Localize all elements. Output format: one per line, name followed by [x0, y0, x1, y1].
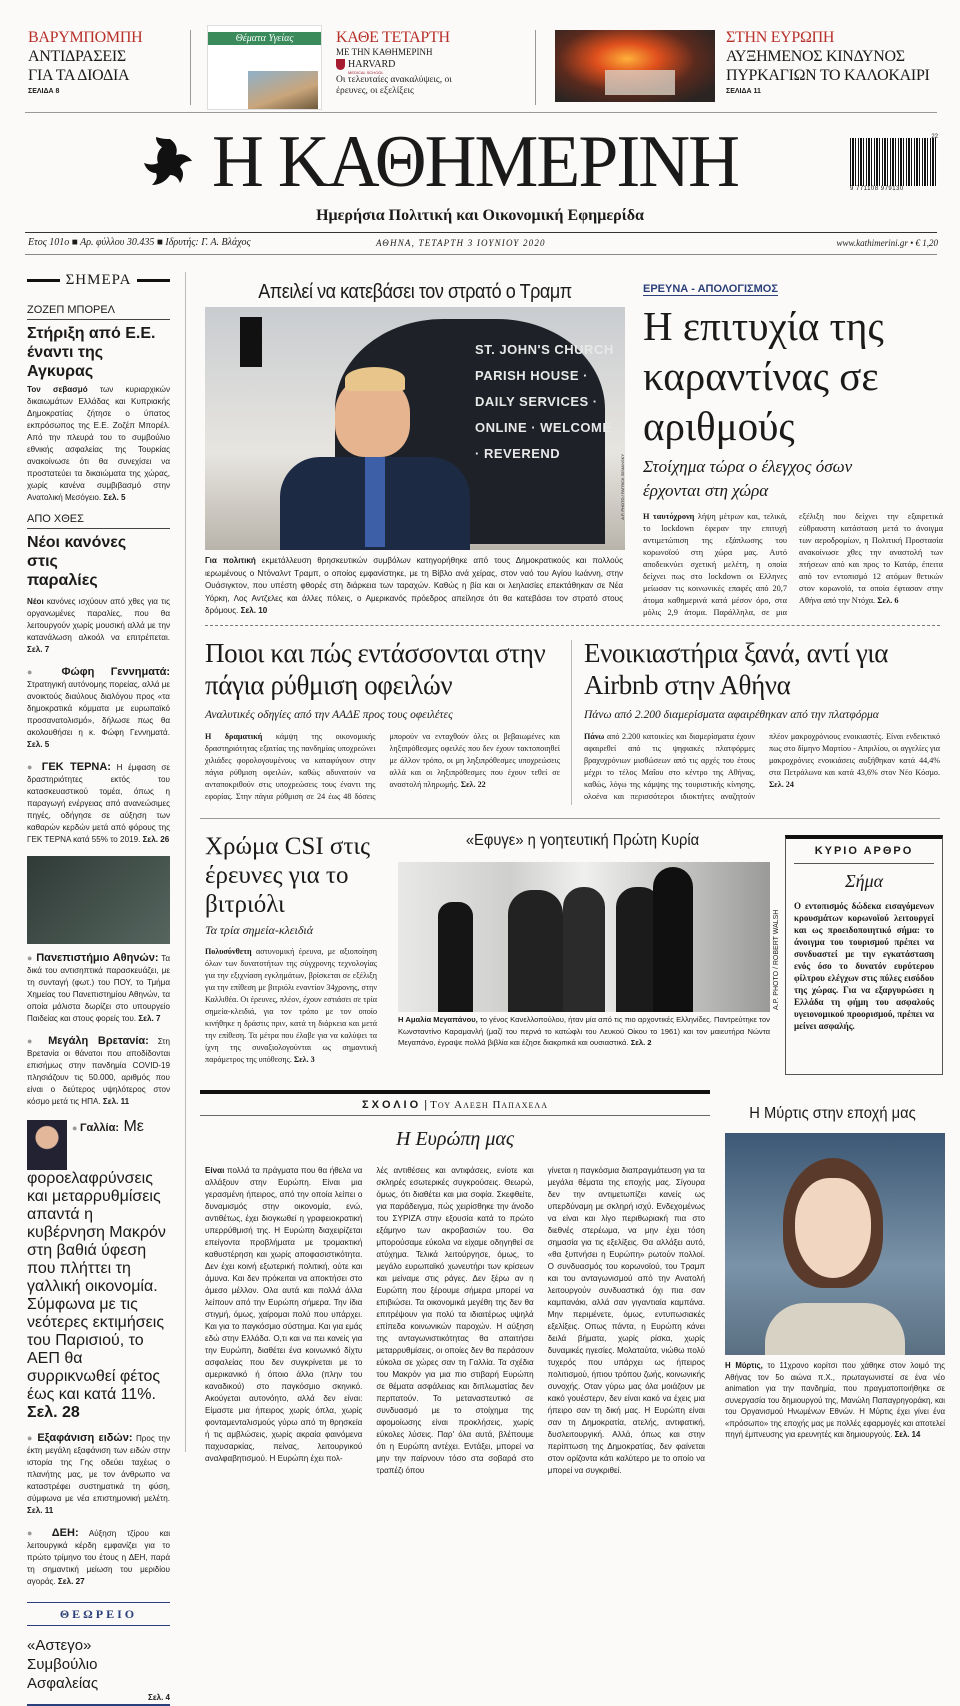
- airbnb-subtitle: Πάνω από 2.200 διαμερίσματα αφαιρέθηκαν από την πλατφόρμα: [584, 709, 879, 721]
- comment-column-text: πολλά τα πράγματα που θα ήθελα να αλλάξουν στην Ευρώπη. Είναι μια γερασμένη ήπειρος, από την οποία λείπει ο δυναμισμός στην οικονομία, ενώ, αντιθέτως, έχει διογκωθεί η γραφειοκρατική υπερρύθμισή της. Η Ευρώπη διαχειρίζεται επείγοντα προβλήματα με τρομακτική καθυστέρηση και χωρίς αποφασιστικότητα. Δεν έχει κοινή εξωτερική πολιτική, ούτε και άμυνα. Και δεν πρόκειται να αποκτήσει στο άμεσο μέλλον. Ολα αυτά και πολλά άλλα λείπουν από την Ευρώπη σήμερα. Την ίδια στιγμή, όμως, χαίρομαι πολύ που υπάρχει. Και για το παγκόσμιο σύστημα. Και για εμάς εδώ στην Ελλάδα. Ο,τι και να πει κανείς για την Ευρώπη, διαθέτει ένα κοινωνικό δίχτυ ασφαλείας που δεν συγκρίνεται με το αμερικανικό ή όποιο άλλο (πλην του καναδικού) στο παγκόσμιο σκηνικό. Ακούγεται αυτονόητο, αλλά δεν είναι: Είμαστε μια ήπειρος χωρίς όπλα, χωρίς φονταμενταλισμούς γύρω από τη θρησκεία ή τις αμβλώσεις, χωρίς ακραία φαινόμενα παχυσαρκίας, πείνας, λειτουργικού αναλφαβητισμού. Η Ευρώπη έχει πολ-: [205, 1166, 363, 1463]
- story-title: Στήριξη από Ε.Ε. έναντι της Αγκυρας: [27, 325, 156, 380]
- story-text: από 2.200 κατοικίες και διαμερίσματα έχουν αφαιρεθεί από τις ψηφιακές πλατφόρμες βραχυχρόνιων μισθώσεων από τις αρχές του έτους μέχρι το τέλος Μαΐου στο κέντρο της Αθήνας, καθώς, λόγω της κάμψης της τουριστικής κίνησης, ολοένα και περισσότεροι ιδιοκτήτες αναζητούν πλέον μακροχρόνιους ενοικιαστές. Είναι ενδεικτικό πως στο δίμηνο Μαρτίου - Απριλίου, οι αγγελίες για μακροχρόνιες ενοικιάσεις αυξήθηκαν κατά 44,4% στα Πετράλωνα και κατά 43,6% στον Νέο Κόσμο.: [584, 732, 940, 801]
- white-house-photo: [398, 862, 770, 1012]
- caption-text: το 11χρονο κορίτσι που χάθηκε στον λοιμό της Αθήνας τον 5ο αιώνα π.Χ., πρωταγωνιστεί σε ένα νέο animation για την πανδημία, που πραγματοποιήθηκε σε συνεργασία του δημιουργού της, Μανώλη Παπαγρηγοράκη, και του Οργανισμού Ηνωμένων Εθνών. Η Μύρτις έχει γίνει ένα «πρόσωπο» της εποχής μας με πολλές εφαρμογές και αποτελεί πηγή έμπνευσης για ερευνητές και δημιουργούς.: [725, 1361, 945, 1439]
- issue-number: 22: [931, 134, 938, 140]
- story-lead: Η ταυτόχρονη: [643, 512, 695, 521]
- teaser-1[interactable]: [28, 28, 193, 95]
- brief-title: ΓΕΚ ΤΕΡΝΑ:: [41, 761, 111, 773]
- trump-caption: [205, 555, 623, 618]
- caption-text: εκμετάλλευση θρησκευτικών συμβόλων κατηγορήθηκε από τους Δημοκρατικούς και πολλούς ιερωμένους ο Ντόναλντ Τραμπ, ο οποίος εμφανίστηκε, με τη Βίβλο ανά χείρας, στον ναό του Αγίου Ιωάννη, στην Ουάσιγκτον, που υπέστη φθορές στη διάρκεια των ταραχών. Καθώς η βία και οι λεηλασίες επεκτάθηκαν σε Νέα Υόρκη, Λος Αντζελες και άλλες πόλεις, ο Αμερικανός πρόεδρος απείλησε ότι θα κατεβάσει τον στρατό στους δρόμους.: [205, 556, 623, 615]
- comment-header: ΣΧΟΛΙΟ | Του Αλεξη Παπαχελα: [362, 1099, 548, 1111]
- story-text: λήψη μέτρων και, τελικά, το lockdown έφεραν την επιτυχή αντιμετώπιση της εξάπλωσης του κορωνοϊού στη χώρα μας. Αυτό αποδεικνύει σχετική μελέτη, η οποία δείχνει πως στο lockdown οι Ελληνες μείωσαν τις κοινωνικές επαφές από 20,7 άτομα καθημερινά κατά μέσον όρο, στα μόλις 2,9 άτομα. Παράλληλα, σε μια εξέλιξη που δείχνει την εξαιρετικά εύθραυστη κατάσταση μετά το άνοιγμα των αεροδρομίων, η Πολιτική Προστασία ανακοίνωσε χθες την αναστολή των πτήσεων από και προς το Κατάρ, έπειτα από τον εντοπισμό 12 ατόμων θετικών στον κορωνοϊό, τα οποία έφτασαν στην Αθήνα από την Ντόχα.: [643, 512, 943, 617]
- brief-item[interactable]: [27, 1527, 170, 1588]
- barcode: [850, 134, 938, 198]
- first-lady-headline[interactable]: «Εφυγε» η γοητευτική Πρώτη Κυρία: [465, 832, 700, 849]
- brief-item[interactable]: [27, 761, 170, 846]
- bullet-icon: ●: [27, 953, 37, 963]
- brief-item[interactable]: [27, 1432, 170, 1517]
- brief-title: Φώφη Γεννηματά:: [61, 666, 171, 678]
- story-lead: Πάνω: [584, 732, 605, 741]
- dateline-right: www.kathimerini.gr • € 1,20: [836, 238, 938, 248]
- page-ref: Σελ. 6: [877, 596, 899, 605]
- brief-text: Τα δικά του αντισηπτικά παρασκευάζει, με τη συνταγή (φωτ.) του ΠΟΥ, το Τμήμα Χημείας του Πανεπιστημίου Αθηνών, τα οποία μάλιστα δωρίζει στο υπουργείο Παιδείας και στους φορείς του.: [27, 954, 170, 1023]
- teaser-text: Οι τελευταίες ανακαλύψεις, οι έρευνες, οι εξελίξεις: [336, 75, 452, 96]
- caption-lead: Η Αμαλία Μεγαπάνου,: [398, 1015, 478, 1024]
- dateline-date: ΑΘΗΝΑ, ΤΕΤΑΡΤΗ 3 ΙΟΥΝΙΟΥ 2020: [376, 238, 546, 248]
- page-ref: Σελ. 4: [27, 1693, 170, 1706]
- bullet-icon: ●: [72, 1123, 80, 1133]
- lead-title: Η επιτυχία της καραντίνας σε αριθμούς: [643, 303, 884, 449]
- caption-lead: Η Μύρτις,: [725, 1361, 763, 1370]
- magazine-title: Θέματα Υγείας: [208, 32, 321, 45]
- church-sign-text: ST. JOHN'S CHURCH PARISH HOUSE · DAILY SERVICES · ONLINE · WELCOME · REVEREND: [475, 342, 614, 461]
- lead-story[interactable]: [643, 279, 943, 619]
- teaser-kicker: ΣΤΗΝ ΕΥΡΩΠΗ: [726, 29, 835, 46]
- sidebar-title: ΣΗΜΕΡΑ: [65, 272, 132, 288]
- page-ref: Σελ. 5: [27, 740, 50, 749]
- theoreio-label: ΘΕΩΡΕΙΟ: [59, 1607, 138, 1621]
- wildfire-photo: [555, 30, 715, 102]
- airbnb-story[interactable]: [584, 637, 940, 803]
- teaser-2[interactable]: [336, 28, 536, 97]
- lead-kicker: ΕΡΕΥΝΑ - ΑΠΟΛΟΓΙΣΜΟΣ: [643, 283, 778, 295]
- story-lead: Τον σεβασμό: [27, 385, 88, 394]
- page-ref: Σελ. 24: [769, 780, 794, 789]
- brief-title: Πανεπιστήμιο Αθηνών:: [36, 952, 159, 964]
- page-ref: Σελ. 11: [102, 1097, 130, 1106]
- page-ref: Σελ. 7: [27, 645, 50, 654]
- story-text: αστυνομική έρευνα, με αξιοποίηση όλων των δυνατοτήτων της σύγχρονης τεχνολογίας για την εξιχνίαση εγκλημάτων, βρίσκεται σε εξέλιξη για την επίθεση με βιτριόλι εναντίον 34χρονης, στην Καλλιθέα. Οι έρευνες, πλέον, έχουν εστιάσει σε τρία σημεία-κλειδιά, για τον τρόπο με τον οποίο κινήθηκε η δράστις πριν, κατά τη διάρκεια και μετά την επίθεση. Τα μέτρα που έλαβε για να καλύψει τα ίχνη της συναξιολογούνται ως σημαντική παράμετρος της υπόθεσης.: [205, 947, 377, 1064]
- teaser-sub: ΜΕ ΤΗΝ ΚΑΘΗΜΕΡΙΝΗ: [336, 47, 433, 57]
- csi-subtitle: Τα τρία σημεία-κλειδιά: [205, 923, 314, 937]
- caption-text: το γένος Κανελλοπούλου, ήταν μία από τις πιο αρχοντικές Ελληνίδες. Παντρεύτηκε τον Κωνσταντίνο Καραμανλή (μαζί του περνά το κατώφλι του Λευκού Οίκου το 1961) και τον μαιευτήρα Νώντα Μεγαπάνο, έγραψε πολλά βιβλία και έζησε διακριτικά και ουσιαστικά.: [398, 1015, 770, 1047]
- page-ref: Σελ. 28: [27, 1404, 80, 1421]
- photo-credit: A.P. PHOTO / PATRICK SEMANSKY: [620, 454, 625, 520]
- brief-item[interactable]: [27, 856, 170, 1025]
- comment-label: ΣΧΟΛΙΟ: [362, 1099, 422, 1111]
- teaser-3[interactable]: [726, 28, 946, 95]
- page-ref: Σελ. 2: [630, 1038, 652, 1047]
- comment-lead: Είναι: [205, 1166, 225, 1175]
- bullet-icon: ●: [27, 1528, 52, 1538]
- page-ref: Σελ. 10: [240, 606, 268, 615]
- editorial-box[interactable]: [785, 835, 943, 1075]
- debts-subtitle: Αναλυτικές οδηγίες από την ΑΑΔΕ προς τους οφειλέτες: [205, 709, 453, 721]
- story-lead: Η δραματική: [205, 732, 263, 741]
- page-ref: Σελ. 3: [293, 1055, 315, 1064]
- teaser-kicker: ΚΑΘΕ ΤΕΤΑΡΤΗ: [336, 29, 450, 46]
- story-title: Νέοι κανόνες στις παραλίες: [27, 534, 127, 589]
- trump-photo: [205, 307, 625, 550]
- page-ref: Σελ. 5: [103, 493, 126, 502]
- page-ref: Σελ. 27: [57, 1577, 85, 1586]
- griffin-logo-icon: [140, 135, 200, 197]
- myrtis-illustration: [725, 1133, 945, 1355]
- editorial-title: Σήμα: [844, 871, 884, 891]
- brief-text: Με φοροελαφρύνσεις και μεταρρυθμίσεις απαντά η κυβέρνηση Μακρόν στη βαθιά ύφεση που πλήττει τη γαλλική οικονομία. Σύμφωνα με τις νεότερες εκτιμήσεις του Παρισιού, το ΑΕΠ θα συρρικνωθεί φέτος έως και κατά 11%.: [27, 1118, 166, 1403]
- comment-author: Του Αλεξη Παπαχελα: [430, 1099, 548, 1111]
- photo-credit: A.P. PHOTO / ROBERT WALSH: [771, 880, 782, 1010]
- brief-item[interactable]: [27, 666, 170, 751]
- editorial-label: ΚΥΡΙΟ ΑΡΘΡΟ: [794, 845, 934, 864]
- bullet-icon: ●: [27, 1036, 49, 1046]
- masthead-subtitle: Ημερήσια Πολιτική και Οικονομική Εφημερίδα: [316, 207, 644, 224]
- page-ref: Σελ. 14: [894, 1430, 921, 1439]
- brief-text: Η έμφαση σε δραστηριότητες εκτός του κατασκευαστικού τομέα, όπως η παραγωγή ενέργειας από ανανεώσιμες πηγές, οδήγησε σε αύξηση των καθαρών κερδών μετά από φόρους της ΓΕΚ ΤΕΡΝΑ κατά 55% το 2019.: [27, 763, 171, 844]
- page-ref: Σελ. 7: [138, 1014, 161, 1023]
- story-lead: Νέοι: [27, 597, 44, 606]
- story-kicker: ΖΟΖΕΠ ΜΠΟΡΕΛ: [27, 303, 170, 320]
- macron-photo: [27, 1120, 67, 1170]
- brief-text: Αύξηση τζίρου και λειτουργικά κέρδη εμφανίζει για το πρώτο τρίμηνο του έτους η ΔΕΗ, παρά τη σημαντική μείωση του μεριδίου αγοράς.: [27, 1529, 171, 1586]
- harvard-logo-text: HARVARD: [348, 59, 396, 70]
- caption-lead: Για πολιτική: [205, 556, 256, 565]
- theoreio[interactable]: [27, 1602, 170, 1706]
- bullet-icon: ●: [27, 667, 62, 677]
- comment-column-text: γίνεται η παγκόσμια διαπραγμάτευση για τα μεγάλα θέματα της εποχής μας. Σίγουρα δεν την αντιμετωπίζει κανείς ως υπερδύναμη με σκληρή ισχύ. Ενδεχομένως να είναι και λίγο περιθωριακή πια στο διεθνές στερέωμα, να μην έχει τόση σημασία για τις εξελίξεις. Θα αλλάξει αυτό, «θα ξυπνήσει η Ευρώπη» ρωτούν πολλοί. Ο συνδυασμός του κορωνοϊού, του Τραμπ και του ανταγωνισμού από την Ανατολή λειτουργούν συνδυαστικά όχι πια σαν καμπανάκι, αλλά σαν γιγαντιαία καμπάνα. Μην περιμένετε, όμως, εντυπωσιακές εξελίξεις. Οπως πάντα, η Ευρώπη κάνει δειλά βήματα, χωρίς ρίσκα, χωρίς δυναμικές ηγεσίες. Μολαταύτα, νιώθω πολύ τυχερός που υπάρχει ως ήπειρος πολιτισμού, ήπιου τρόπου ζωής, κοινωνικής συνοχής. Οταν γύρω μας όλα μοιάζουν με κακό γουέστερν, δεν είναι κακό να έχεις μια ήπειρο σαν τη δική μας. Η Ευρώπη είναι σαν τη Δημοκρατία, ατελής, αντιφατική, δυσλειτουργική. Αλλά, όπως και στην περίπτωση της Δημοκρατίας, δεν φαίνεται στον ορίζοντα κάτι καλύτερο με το οποίο να μπορεί να συγκριθεί.: [547, 1166, 705, 1475]
- airbnb-title: Ενοικιαστήρια ξανά, αντί για Airbnb στην Αθήνα: [584, 638, 889, 700]
- theoreio-title: «Αστεγο» Συμβούλιο Ασφαλείας: [27, 1637, 99, 1692]
- bullet-icon: ●: [27, 762, 42, 772]
- chemistry-photo: [27, 856, 170, 944]
- brief-item[interactable]: [27, 1118, 170, 1422]
- story-lead: Πολυσύνθετη: [205, 947, 252, 956]
- teaser-title: ΑΝΤΙΔΡΑΣΕΙΣ ΓΙΑ ΤΑ ΔΙΟΔΙΑ: [28, 48, 130, 84]
- trump-headline[interactable]: Απειλεί να κατεβάσει τον στρατό ο Τραμπ: [258, 281, 572, 303]
- debts-title: Ποιοι και πώς εντάσσονται στην πάγια ρύθμιση οφειλών: [205, 638, 546, 700]
- brief-text: Στρατηγική αυτόνομης πορείας, αλλά με ανοικτούς διαύλους διαλόγου προς «τα δημοκρατικά κόμματα με ευρωπαϊκό προσανατολισμό», δήλωσε πως θα ακολουθήσει η κ. Φώφη Γεννηματά.: [27, 680, 171, 737]
- briefs-list: [27, 666, 170, 1588]
- myrtis-headline[interactable]: Η Μύρτις στην εποχή μας: [749, 1105, 916, 1122]
- brief-text: Στη Βρετανία οι θάνατοι που αποδίδονται επισήμως στην πανδημία COVID-19 πλησιάζουν τις 50.000, αριθμός που είναι ο δεύτερος υψηλότερος στον κόσμο μετά τις ΗΠΑ.: [27, 1037, 171, 1106]
- barcode-number: 9 771108 979130: [850, 186, 904, 192]
- brief-item[interactable]: [27, 1035, 170, 1108]
- teaser-page: ΣΕΛΙΔΑ 11: [726, 88, 761, 95]
- csi-story[interactable]: [205, 832, 377, 1066]
- page-ref: Σελ. 26: [142, 835, 170, 844]
- story-text: κανόνες ισχύουν από χθες για τις οργανωμένες παραλίες, που θα λειτουργούν χωρίς μουσική αλλά με την κατανάλωση αλκοόλ να επιτρέπεται.: [27, 597, 170, 642]
- bullet-icon: ●: [27, 1433, 38, 1443]
- brief-title: Γαλλία:: [79, 1122, 120, 1134]
- health-magazine-cover: [207, 25, 322, 110]
- comment-title[interactable]: Η Ευρώπη μας: [396, 1128, 514, 1150]
- story-text: των κυριαρχικών δικαιωμάτων Ελλάδας και Κυπριακής Δημοκρατίας ζήτησε ο ύπατος εκπρόσωπος της Ε.Ε. Ζοζέπ Μπορέλ. Από την πλευρά του το συμβούλιο εθνικής ασφαλείας της Τουρκίας ανακοίνωσε ότι θα συνεχίσει να προστατεύει τα δικαιώματα της χώρας, χωρίς κανένα συμβιβασμό στην Ανατολική Μεσόγειο.: [27, 385, 170, 502]
- comment-column-text: λές αντιθέσεις και αντιφάσεις, ενίοτε και σκληρές εσωτερικές συγκρούσεις. Θεωρώ, όμως, ότι διαθέτει και μια σοφία. Σκεφθείτε, για παράδειγμα, πώς χειρίσθηκε την άνοδο του ΣΥΡΙΖΑ στην εξουσία κατά το πρώτο εξάμηνο των ακροβασιών του. Θα μπορούσαμε εύκολα να είχαμε οδηγηθεί σε ατύχημα. Τελικά λειτούργησε, όμως, το μεγάλο ευρωπαϊκό χωνευτήρι των κρίσεων και μείναμε στις ράγες. Δεν ξέρω αν η Ευρώπη που ξέρουμε σήμερα μπορεί να επιβιώσει. Τα οικονομικά μεγέθη της δεν θα επιτρέψουν για πολύ τα ιδιαιτέρως υψηλά επίπεδα κοινωνικών παροχών. Η αύξηση της ανταγωνιστικότητας θα απαιτήσει μεταρρυθμίσεις, οι οποίες δεν θα περάσουν εύκολα σε χώρες σαν τη Γαλλία. Τα σχέδια του Μακρόν για μια πιο στιβαρή Ευρώπη σε θέματα ασφάλειας και διπλωματίας δεν περπατούν. Το μεταναστευτικό σε συνδυασμό με το στοίχημα της αφομοίωσης είναι προκλήσεις, χωρίς εύκολες λύσεις. Παρ' όλα αυτά, βλέπουμε ότι η Ευρώπη αντέχει. Εντάξει, μπορεί να μην την παίρνουν τόσο στα σοβαρά στο τραπέζι όπου: [376, 1166, 534, 1475]
- sidebar-story[interactable]: [27, 303, 170, 504]
- sidebar-today: [27, 272, 170, 1706]
- brief-title: ΔΕΗ:: [51, 1527, 79, 1539]
- first-lady-caption: [398, 1014, 770, 1049]
- harvard-shield-icon: [336, 59, 345, 70]
- harvard-logo-sub: MEDICAL SCHOOL: [348, 70, 384, 75]
- brief-text: Προς την έκτη μεγάλη εξαφάνιση των ειδών στην ιστορία της Γης οδεύει ταχέως ο πλανήτης μας, με τον άνθρωπο να καταστρέφει συστηματικά τη φύση, σύμφωνα με νέα επιστημονική μελέτη.: [27, 1434, 170, 1503]
- teaser-title: ΑΥΞΗΜΕΝΟΣ ΚΙΝΔΥΝΟΣ ΠΥΡΚΑΓΙΩΝ ΤΟ ΚΑΛΟΚΑΙΡΙ: [726, 48, 930, 84]
- csi-title: Χρώμα CSI στις έρευνες για το βιτριόλι: [205, 833, 371, 918]
- teaser-kicker: ΒΑΡΥΜΠΟΜΠΗ: [28, 29, 143, 46]
- page-ref: Σελ. 11: [27, 1506, 54, 1515]
- brief-title: Εξαφάνιση ειδών:: [37, 1432, 133, 1444]
- comment-body: [205, 1165, 705, 1477]
- debts-story[interactable]: [205, 637, 560, 803]
- lead-subtitle: Στοίχημα τώρα ο έλεγχος όσων έρχονται στη χώρα: [643, 457, 853, 500]
- dateline-left: Ετος 101ο ■ Αρ. φύλλου 30.435 ■ Ιδρυτής: Γ. Α. Βλάχος: [28, 237, 251, 248]
- page-ref: Σελ. 22: [460, 780, 486, 789]
- story-text: κάμψη της οικονομικής δραστηριότητας εξαιτίας της πανδημίας υποχρεώνει χιλιάδες φορολογουμένους να καταφύγουν στην πάγια ρύθμιση οφειλών, καθώς αδυνατούν να ανταποκριθούν στις υποχρεώσεις τους έναντι της εφορίας. Στην πάγια ρύθμιση σε 24 έως 48 δόσεις μπορούν να ενταχθούν όλες οι βεβαιωμένες και ληξιπρόθεσμες οφειλές που δεν έχουν τακτοποιηθεί με άλλον τρόπο, οι μη ληξιπρόθεσμες υποχρεώσεις αλλά και οι ληξιπρόθεσμες που έχουν τεθεί σε αναστολή πληρωμής.: [205, 732, 560, 801]
- editorial-text: Ο εντοπισμός δώδεκα εισαγόμενων κρουσμάτων κορωνοϊού λειτουργεί και ως προειδοποιητικό σήμα: το άνοιγμα του τουρισμού πρέπει να συνδυαστεί με την εγκατάσταση ενός όσο το δυνατόν ευρύτερου φίλτρου ελέγχων στις πύλες εισόδου της χώρας. Για να εξαργυρώσει η Ελλάδα τη φήμη του ασφαλούς υγειονομικού προορισμού, πρέπει να μείνει ασφαλής.: [794, 901, 934, 1031]
- teaser-page: ΣΕΛΙΔΑ 8: [28, 88, 60, 95]
- masthead-title: Η ΚΑΘΗΜΕΡΙΝΗ: [212, 121, 739, 203]
- brief-title: Μεγάλη Βρετανία:: [48, 1035, 149, 1047]
- sidebar-story[interactable]: [27, 512, 170, 656]
- story-kicker: ΑΠΟ ΧΘΕΣ: [27, 512, 170, 529]
- myrtis-caption: [725, 1360, 945, 1441]
